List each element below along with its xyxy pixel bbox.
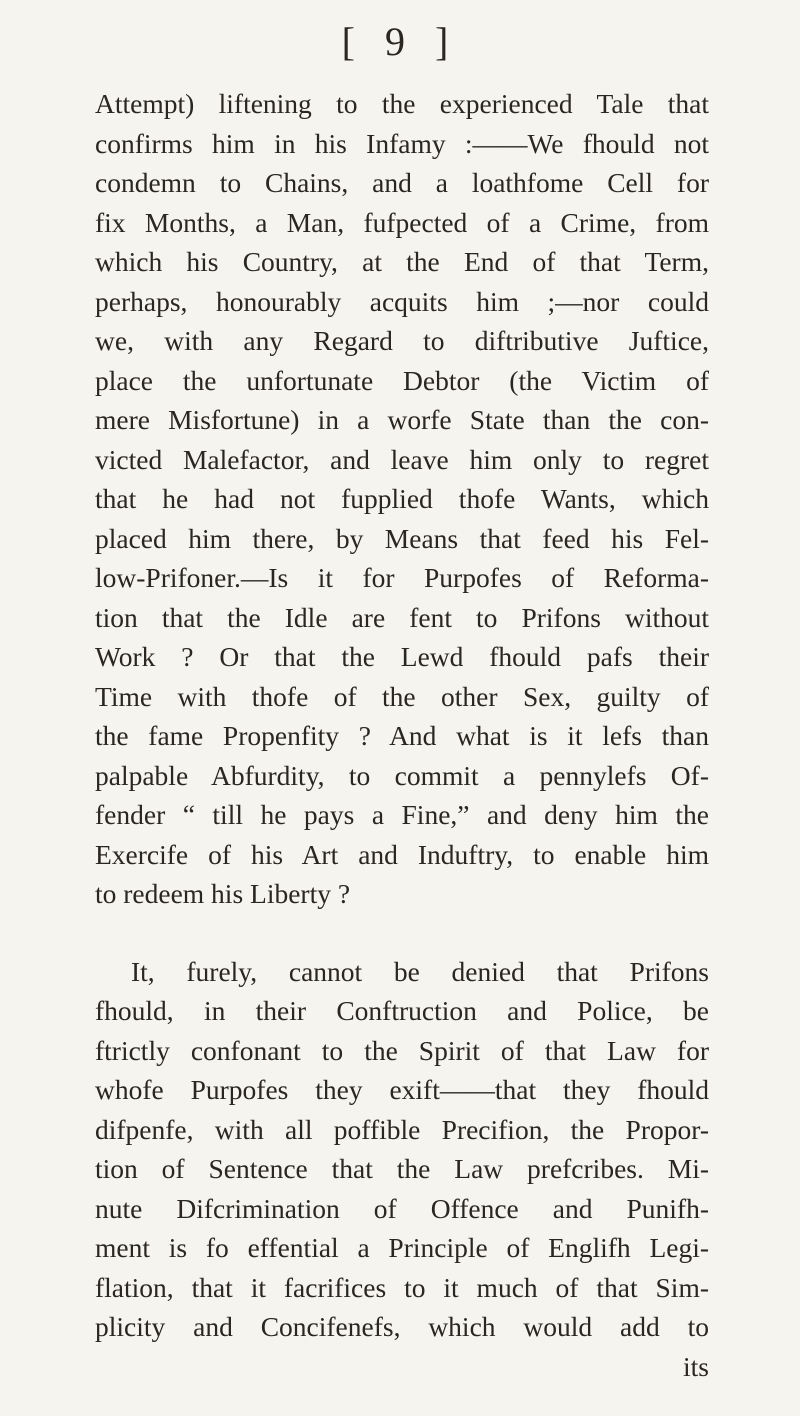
text-line: placed him there, by Means that feed his Fel- — [95, 522, 709, 554]
body-text — [95, 84, 709, 1386]
text-line: that he had not fupplied thofe Wants, which — [95, 483, 709, 514]
text-line: confirms him in his Infamy :——We fhould not — [95, 127, 709, 159]
text-line: fix Months, a Man, fufpected of a Crime, from — [95, 206, 709, 238]
text-line: flation, that it facrifices to it much of that Sim- — [95, 1271, 709, 1303]
paragraph-1 — [95, 84, 709, 914]
text-line: which his Country, at the End of that Term, — [95, 246, 709, 277]
text-line: tion that the Idle are fent to Prifons without — [95, 601, 709, 633]
text-line: Attempt) liftening to the experienced Tale that — [95, 88, 709, 119]
text-line: whofe Purpofes they exift——that they fhould — [95, 1074, 709, 1105]
text-line: palpable Abfurdity, to commit a pennylefs Of- — [95, 759, 709, 791]
catchword: its — [683, 1350, 709, 1382]
text-line: we, with any Regard to diftributive Juftice, — [95, 325, 709, 356]
text-line: fender “ till he pays a Fine,” and deny him the — [95, 799, 709, 830]
text-line: tion of Sentence that the Law prefcribes. Mi- — [95, 1153, 709, 1184]
text-line: Exercife of his Art and Induftry, to enable him — [95, 838, 709, 870]
text-line: It, furely, cannot be denied that Prifons — [131, 955, 709, 987]
page-number: [ 9 ] — [341, 19, 459, 64]
text-line: Work ? Or that the Lewd fhould pafs their — [95, 641, 709, 672]
text-line: low-Prifoner.—Is it for Purpofes of Reforma- — [95, 562, 709, 593]
text-line: condemn to Chains, and a loathfome Cell for — [95, 167, 709, 198]
text-line: difpenfe, with all poffible Precifion, the Propor- — [95, 1113, 709, 1145]
text-line: plicity and Concifenefs, which would add to — [95, 1311, 709, 1342]
paragraph-2 — [95, 952, 709, 1347]
text-line: Time with thofe of the other Sex, guilty of — [95, 680, 709, 712]
text-line: place the unfortunate Debtor (the Victim of — [95, 364, 709, 396]
text-line: perhaps, honourably acquits him ;—nor could — [95, 285, 709, 317]
text-line: ftrictly confonant to the Spirit of that Law for — [95, 1034, 709, 1066]
paragraph-gap — [95, 914, 709, 952]
text-line: victed Malefactor, and leave him only to regret — [95, 443, 709, 475]
text-line: ment is fo effential a Principle of Englifh Legi- — [95, 1232, 709, 1263]
text-line: mere Misfortune) in a worfe State than the con- — [95, 404, 709, 435]
text-line: nute Difcrimination of Offence and Punifh- — [95, 1192, 709, 1224]
text-line: to redeem his Liberty ? — [95, 878, 351, 909]
text-line: fhould, in their Conftruction and Police, be — [95, 995, 709, 1026]
text-line: the fame Propenfity ? And what is it lefs than — [95, 720, 709, 751]
